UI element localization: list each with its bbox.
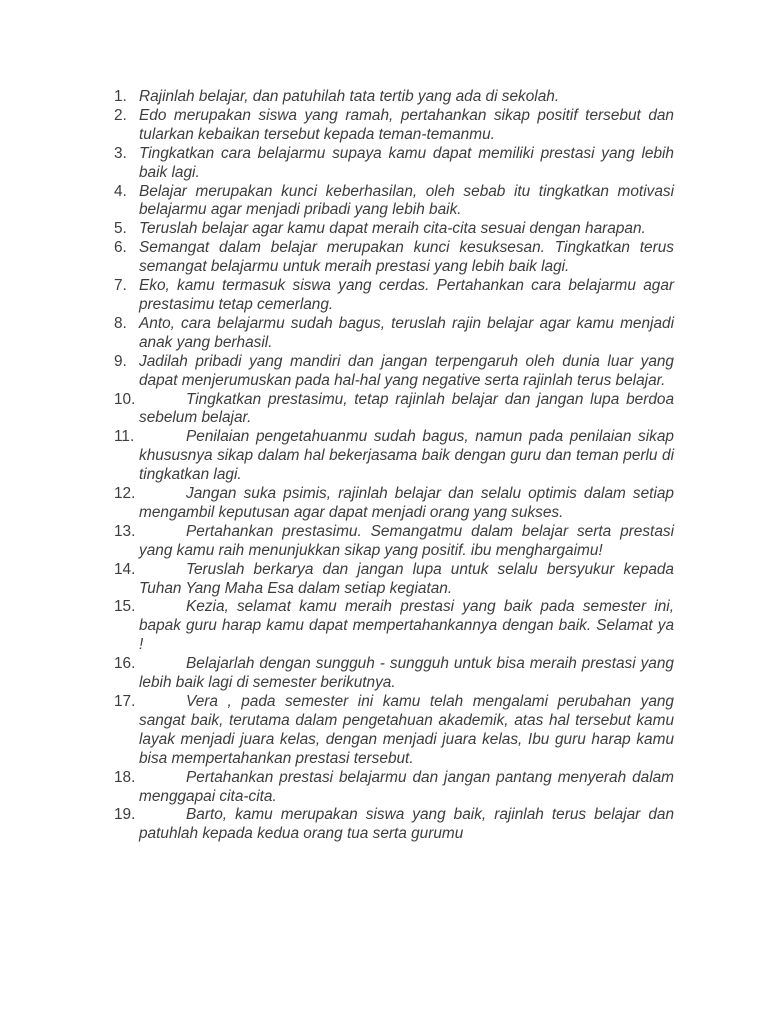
item-text: Teruslah berkarya dan jangan lupa untuk selalu bersyukur kepada Tuhan Yang Maha Esa dalam setiap kegiatan. [139, 560, 674, 597]
item-text: Tingkatkan cara belajarmu supaya kamu dapat memiliki prestasi yang lebih baik lagi. [139, 144, 674, 181]
list-item [114, 353, 674, 391]
list-item [114, 523, 674, 561]
list-item [114, 693, 674, 769]
item-number: 3. [114, 144, 127, 162]
list-item [114, 561, 674, 599]
item-number: 6. [114, 239, 127, 257]
list-item [114, 769, 674, 807]
item-number: 14. [114, 560, 136, 578]
list-item [114, 220, 674, 239]
item-text: Edo merupakan siswa yang ramah, pertahankan sikap positif tersebut dan tularkan kebaikan tersebut kepada teman-temanmu. [139, 106, 674, 143]
item-number: 10. [114, 390, 136, 408]
item-text: Vera , pada semester ini kamu telah mengalami perubahan yang sangat baik, terutama dalam pengetahuan akademik, atas hal tersebut kamu layak menjadi juara kelas, dengan menjadi juara kelas, Ibu guru harap kamu bisa mempertahankan prestasi tersebut. [139, 693, 674, 767]
item-text: Belajarlah dengan sungguh - sungguh untuk bisa meraih prestasi yang lebih baik lagi di semester berikutnya. [139, 655, 674, 692]
item-text: Barto, kamu merupakan siswa yang baik, rajinlah terus belajar dan patuhlah kepada kedua orang tua serta gurumu [139, 806, 674, 843]
item-text: Jangan suka psimis, rajinlah belajar dan selalu optimis dalam setiap mengambil keputusan agar dapat menjadi orang yang sukses. [139, 485, 674, 521]
item-number: 11. [114, 428, 135, 446]
item-number: 2. [114, 106, 127, 124]
item-text: Semangat dalam belajar merupakan kunci kesuksesan. Tingkatkan terus semangat belajarmu untuk meraih prestasi yang lebih baik lagi. [139, 239, 674, 276]
item-number: 19. [114, 806, 136, 824]
item-text: Eko, kamu termasuk siswa yang cerdas. Pertahankan cara belajarmu agar prestasimu tetap cemerlang. [139, 277, 674, 313]
item-number: 13. [114, 522, 136, 540]
advice-list [114, 88, 674, 844]
item-number: 9. [114, 352, 127, 370]
list-item [114, 107, 674, 145]
list-item [114, 239, 674, 277]
list-item [114, 391, 674, 429]
item-text: Jadilah pribadi yang mandiri dan jangan terpengaruh oleh dunia luar yang dapat menjerumuskan pada hal-hal yang negative serta rajinlah terus belajar. [139, 352, 674, 389]
item-number: 12. [114, 485, 136, 503]
list-item [114, 806, 674, 844]
item-text: Penilaian pengetahuanmu sudah bagus, namun pada penilaian sikap khususnya sikap dalam hal bekerjasama baik dengan guru dan teman perlu di tingkatkan lagi. [139, 428, 674, 484]
list-item [114, 183, 674, 221]
list-item [114, 145, 674, 183]
list-item [114, 315, 674, 353]
list-item [114, 598, 674, 655]
list-item [114, 88, 674, 107]
item-number: 4. [114, 182, 127, 200]
list-item [114, 277, 674, 315]
item-text: Belajar merupakan kunci keberhasilan, oleh sebab itu tingkatkan motivasi belajarmu agar menjadi pribadi yang lebih baik. [139, 182, 674, 219]
item-text: Rajinlah belajar, dan patuhilah tata tertib yang ada di sekolah. [139, 88, 560, 105]
item-number: 15. [114, 598, 136, 616]
item-number: 7. [114, 277, 127, 295]
item-number: 1. [114, 88, 127, 105]
list-item [114, 655, 674, 693]
item-text: Pertahankan prestasi belajarmu dan jangan pantang menyerah dalam menggapai cita-cita. [139, 768, 674, 805]
item-text: Kezia, selamat kamu meraih prestasi yang baik pada semester ini, bapak guru harap kamu dapat mempertahankannya dengan baik. Selamat ya ! [139, 598, 674, 654]
list-item [114, 428, 674, 485]
item-number: 16. [114, 655, 136, 673]
item-number: 18. [114, 768, 136, 786]
list-item [114, 485, 674, 523]
item-text: Teruslah belajar agar kamu dapat meraih cita-cita sesuai dengan harapan. [139, 220, 646, 238]
item-number: 8. [114, 314, 127, 332]
item-text: Anto, cara belajarmu sudah bagus, teruslah rajin belajar agar kamu menjadi anak yang berhasil. [139, 314, 674, 351]
item-text: Pertahankan prestasimu. Semangatmu dalam belajar serta prestasi yang kamu raih menunjukkan sikap yang positif. ibu menghargaimu! [139, 522, 674, 559]
item-number: 17. [114, 693, 136, 710]
item-text: Tingkatkan prestasimu, tetap rajinlah belajar dan jangan lupa berdoa sebelum belajar. [139, 390, 674, 427]
item-number: 5. [114, 220, 127, 238]
